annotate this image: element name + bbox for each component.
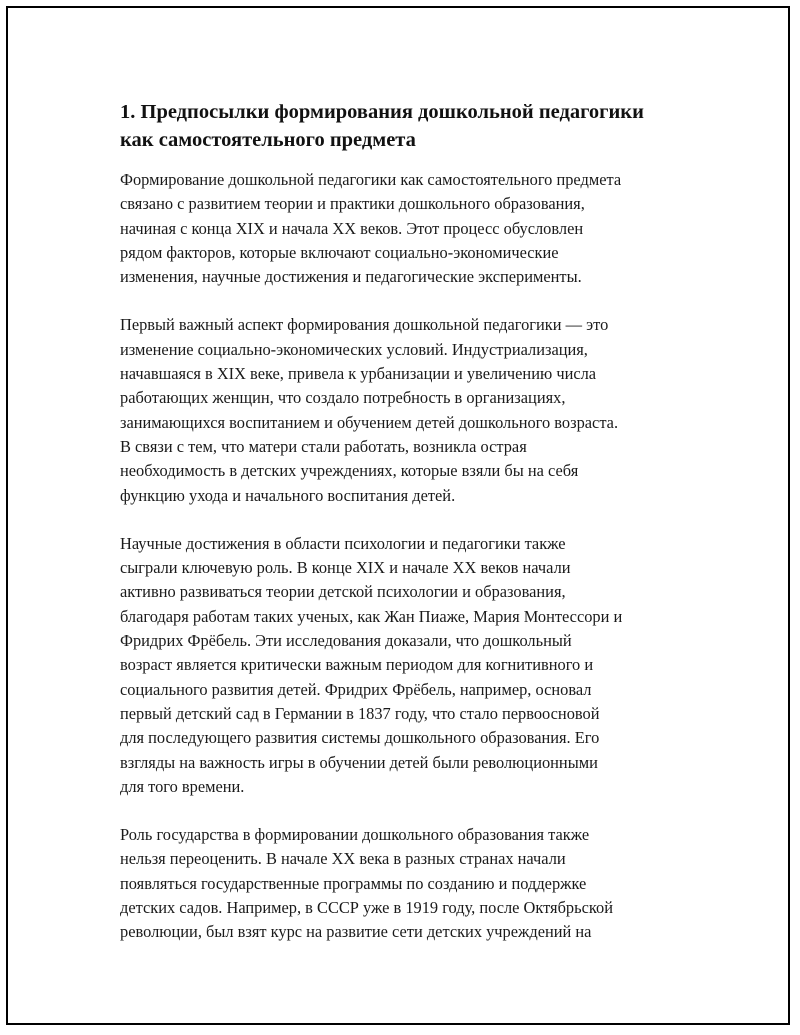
text-line: связано с развитием теории и практики дошкольного образования,	[120, 194, 585, 214]
text-line: Первый важный аспект формирования дошкольной педагогики — это	[120, 315, 609, 335]
text-line: социального развития детей. Фридрих Фрёбель, например, основал	[120, 679, 592, 699]
text-line: занимающихся воспитанием и обучением детей дошкольного возраста.	[120, 412, 619, 432]
document-content	[120, 98, 700, 969]
paragraph-4	[120, 823, 700, 944]
text-line: функцию ухода и начального воспитания детей.	[120, 485, 456, 505]
text-line: нельзя переоценить. В начале XX века в разных странах начали	[120, 849, 566, 869]
text-line: работающих женщин, что создало потребность в организациях,	[120, 388, 566, 408]
text-line: возраст является критически важным периодом для когнитивного и	[120, 655, 594, 675]
text-line: для последующего развития системы дошкольного образования. Его	[120, 728, 600, 748]
document-page	[6, 6, 790, 1025]
text-line: революции, был взят курс на развитие сети детских учреждений на	[120, 922, 592, 942]
text-line: Научные достижения в области психологии и педагогики также	[120, 533, 566, 553]
text-line: первый детский сад в Германии в 1837 году, что стало первоосновой	[120, 703, 600, 723]
text-line: взгляды на важность игры в обучении детей были революционными	[120, 752, 598, 772]
text-line: начиная с конца XIX и начала XX веков. Этот процесс обусловлен	[120, 218, 584, 238]
text-line: изменения, научные достижения и педагогические эксперименты.	[120, 267, 582, 287]
text-line: появляться государственные программы по созданию и поддержке	[120, 873, 587, 893]
paragraph-1	[120, 168, 700, 289]
text-line: В связи с тем, что матери стали работать, возникла острая	[120, 436, 527, 456]
paragraph-2	[120, 313, 700, 507]
text-line: изменение социально-экономических условий. Индустриализация,	[120, 339, 588, 359]
text-line: Формирование дошкольной педагогики как самостоятельного предмета	[120, 170, 622, 189]
text-line: детских садов. Например, в СССР уже в 1919 году, после Октябрьской	[120, 898, 613, 918]
paragraph-3	[120, 532, 700, 799]
text-line: активно развиваться теории детской психологии и образования,	[120, 582, 566, 602]
heading-line: как самостоятельного предмета	[120, 129, 416, 151]
text-line: для того времени.	[120, 776, 245, 796]
heading-line: 1. Предпосылки формирования дошкольной педагогики	[120, 101, 644, 123]
text-line: начавшаяся в XIX веке, привела к урбанизации и увеличению числа	[120, 364, 597, 384]
text-line: Роль государства в формировании дошкольного образования также	[120, 825, 590, 845]
text-line: рядом факторов, которые включают социально-экономические	[120, 242, 559, 262]
text-line: благодаря работам таких ученых, как Жан Пиаже, Мария Монтессори и	[120, 606, 623, 626]
section-heading	[120, 98, 700, 154]
text-line: сыграли ключевую роль. В конце XIX и начале XX веков начали	[120, 558, 571, 578]
text-line: необходимость в детских учреждениях, которые взяли бы на себя	[120, 461, 579, 481]
text-line: Фридрих Фрёбель. Эти исследования доказали, что дошкольный	[120, 631, 572, 651]
